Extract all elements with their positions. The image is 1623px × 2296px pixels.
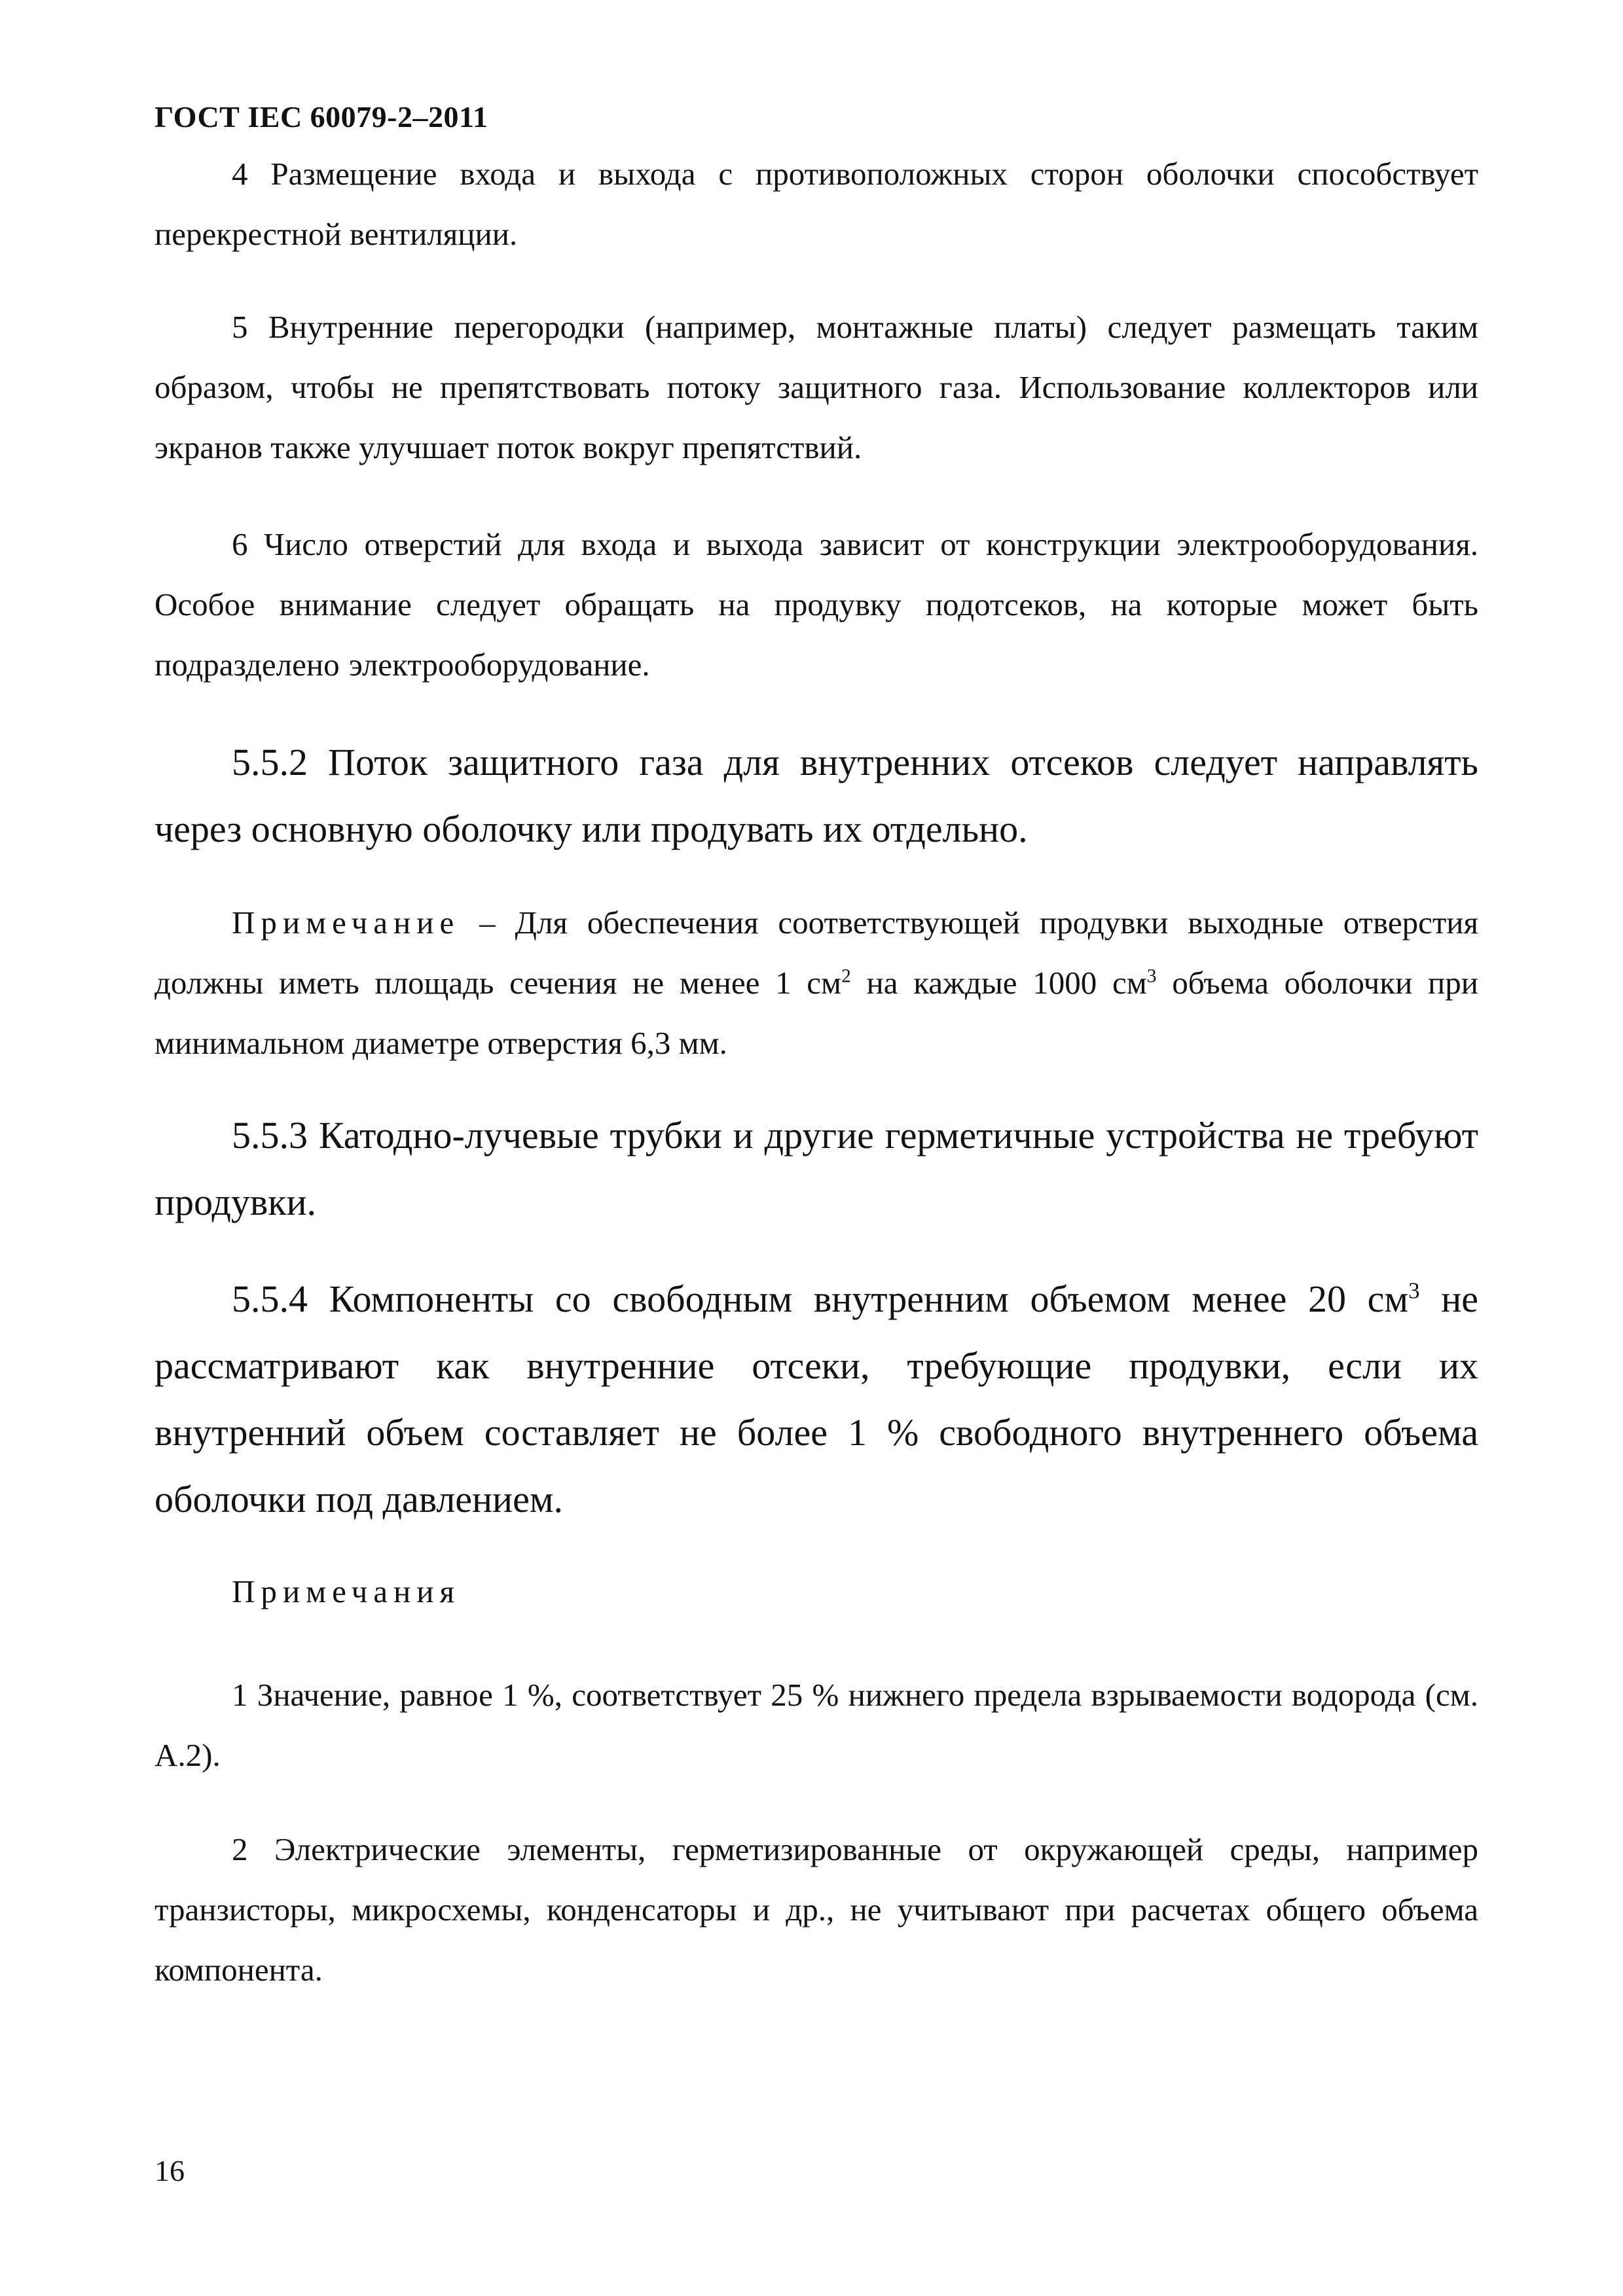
- section-5-5-4-text-b: не рассматривают как внутренние отсеки, требующие продувки, если их внутренний объем составляет не более 1 % свободного внутреннего объема оболочки под давлением.: [155, 1278, 1478, 1520]
- note-text-c: объема оболочки при минимальном диаметре отверстия 6,3 мм.: [155, 965, 1479, 1061]
- section-5-5-2: 5.5.2 Поток защитного газа для внутренних отсеков следует направлять через основную оболочку или продувать их отдельно.: [155, 741, 1478, 850]
- document-header: ГОСТ IEC 60079-2–2011: [155, 100, 488, 134]
- section-5-5-4: [155, 1266, 1478, 1533]
- paragraph-4: 4 Размещение входа и выхода с противоположных сторон оболочки способствует перекрестной вентиляции.: [155, 156, 1478, 252]
- note-text-a: – Для обеспечения соответствующей продувки выходные отверстия должны иметь площадь сечения не менее 1 см: [155, 905, 1478, 1001]
- note-2: 2 Электрические элементы, герметизированные от окружающей среды, например транзисторы, микросхемы, конденсаторы и др., не учитывают при расчетах общего объема компонента.: [155, 1831, 1478, 1988]
- section-5-5-4-text-a: 5.5.4 Компоненты со свободным внутренним объемом менее 20 см: [232, 1278, 1409, 1320]
- note-1: 1 Значение, равное 1 %, соответствует 25 % нижнего предела взрываемости водорода (см. А.2).: [155, 1677, 1478, 1773]
- note-superscript-3: 3: [1146, 965, 1157, 987]
- paragraph-6: 6 Число отверстий для входа и выхода зависит от конструкции электрооборудования. Особое внимание следует обращать на продувку подотсеков, на которые может быть подразделено электрооборудование.: [155, 526, 1478, 683]
- note-superscript-2: 2: [841, 965, 851, 987]
- note-text-b: на каждые 1000 см: [850, 965, 1147, 1001]
- page-number: 16: [155, 2154, 185, 2187]
- note-paragraph: [155, 893, 1478, 1073]
- paragraph-5: 5 Внутренние перегородки (например, монтажные платы) следует размещать таким образом, чтобы не препятствовать потоку защитного газа. Использование коллекторов или экранов также улучшает поток вокруг препятствий.: [155, 309, 1478, 465]
- note-label: Примечание: [232, 905, 460, 941]
- notes-label: Примечания: [232, 1573, 461, 1609]
- section-5-5-4-superscript: 3: [1408, 1278, 1420, 1304]
- section-5-5-3: 5.5.3 Катодно-лучевые трубки и другие герметичные устройства не требуют продувки.: [155, 1114, 1478, 1223]
